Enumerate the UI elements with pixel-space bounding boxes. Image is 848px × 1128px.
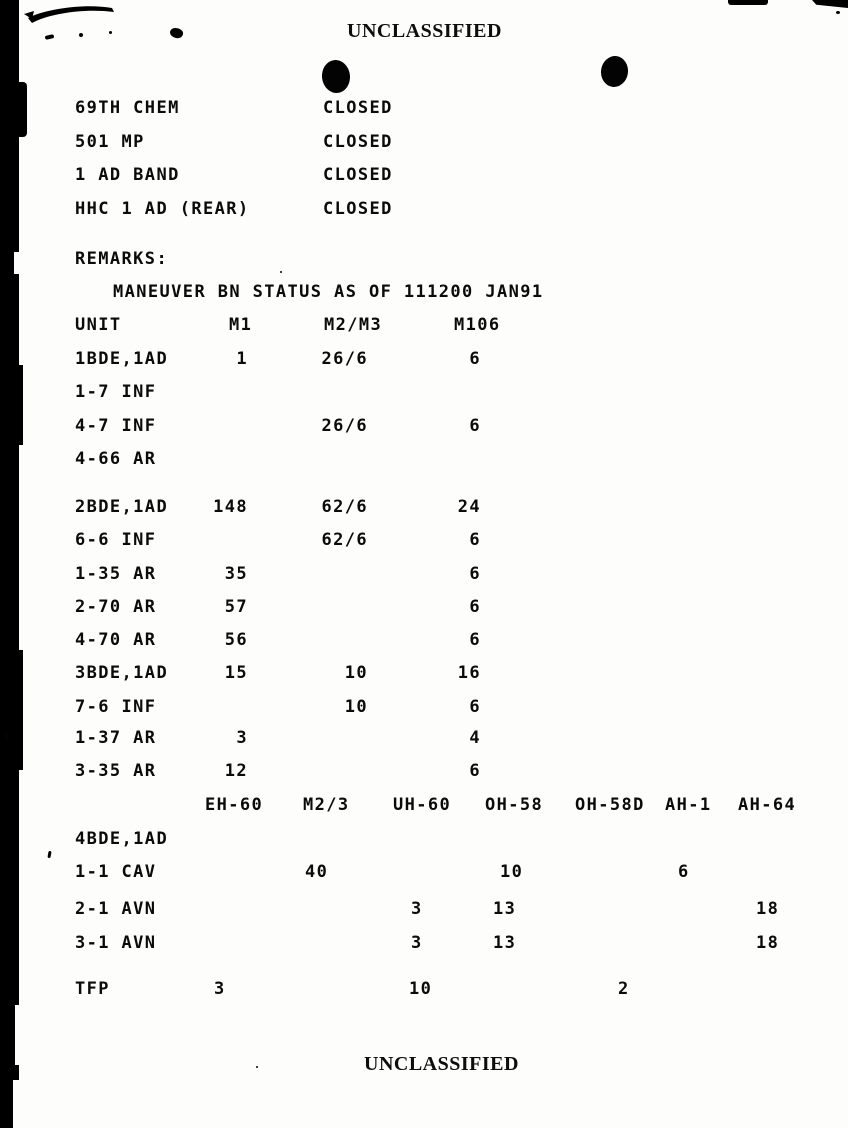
classification-banner-bottom: UNCLASSIFIED bbox=[364, 1053, 519, 1075]
table-row bbox=[0, 979, 848, 999]
scan-artifact-edge-mark bbox=[812, 0, 848, 8]
m1-value: 57 bbox=[224, 597, 248, 617]
unit-name: 7-6 INF bbox=[75, 697, 157, 717]
unit-name: TFP bbox=[75, 979, 110, 999]
unit-name: 2-70 AR bbox=[75, 597, 157, 617]
column-header: M2/3 bbox=[303, 795, 350, 815]
scan-artifact-speck bbox=[47, 851, 51, 858]
column-header: EH-60 bbox=[205, 795, 264, 815]
m1-value: 35 bbox=[224, 564, 248, 584]
m1-value: 3 bbox=[236, 728, 248, 748]
remarks-label-text: REMARKS: bbox=[75, 249, 169, 269]
table-row bbox=[0, 530, 848, 550]
remarks-title bbox=[0, 282, 848, 302]
aviation-table-header bbox=[0, 795, 848, 815]
table-row bbox=[0, 862, 848, 882]
m2m3-value: 10 bbox=[344, 697, 368, 717]
uh60-value: 3 bbox=[411, 933, 423, 953]
unit-status: CLOSED bbox=[323, 199, 393, 219]
table-row bbox=[0, 382, 848, 402]
oh58-value: 13 bbox=[493, 933, 517, 953]
unit-name: 1 AD BAND bbox=[75, 165, 180, 185]
unit-name: 1-7 INF bbox=[75, 382, 157, 402]
unit-name: 3-1 AVN bbox=[75, 933, 157, 953]
table-row bbox=[0, 349, 848, 369]
unit-name: 3-35 AR bbox=[75, 761, 157, 781]
unit-name: 69TH CHEM bbox=[75, 98, 180, 118]
ah64-value: 18 bbox=[756, 933, 780, 953]
remarks-title-text: MANEUVER BN STATUS AS OF 111200 JAN91 bbox=[113, 282, 544, 302]
table-row bbox=[0, 663, 848, 683]
m1-value: 15 bbox=[224, 663, 248, 683]
m106-value: 6 bbox=[469, 564, 481, 584]
unit-status: CLOSED bbox=[323, 132, 393, 152]
unit-name: 4BDE,1AD bbox=[75, 829, 169, 849]
unit-name: 2BDE,1AD bbox=[75, 497, 169, 517]
unit-name: 1-37 AR bbox=[75, 728, 157, 748]
m2m3-value: 62/6 bbox=[321, 530, 368, 550]
status-row bbox=[0, 132, 848, 152]
table-row bbox=[0, 449, 848, 469]
column-header: OH-58D bbox=[575, 795, 645, 815]
m106-value: 6 bbox=[469, 416, 481, 436]
column-header: AH-1 bbox=[665, 795, 712, 815]
scan-artifact-speck bbox=[45, 34, 55, 40]
column-header: UH-60 bbox=[393, 795, 452, 815]
status-row bbox=[0, 98, 848, 118]
table-row bbox=[0, 899, 848, 919]
m2m3-value: 26/6 bbox=[321, 349, 368, 369]
m106-value: 6 bbox=[469, 697, 481, 717]
unit-status: CLOSED bbox=[323, 165, 393, 185]
uh60-value: 10 bbox=[409, 979, 433, 999]
uh60-value: 3 bbox=[411, 899, 423, 919]
m106-value: 6 bbox=[469, 630, 481, 650]
scan-artifact-edge-mark bbox=[728, 0, 768, 5]
scan-artifact-speck bbox=[79, 33, 83, 37]
unit-name: 501 MP bbox=[75, 132, 145, 152]
oh58-value: 10 bbox=[500, 862, 524, 882]
table-row bbox=[0, 497, 848, 517]
column-header: M2/M3 bbox=[324, 315, 383, 335]
scan-artifact-speck bbox=[168, 26, 184, 41]
unit-name: 4-66 AR bbox=[75, 449, 157, 469]
unit-status: CLOSED bbox=[323, 98, 393, 118]
unit-name: 1-1 CAV bbox=[75, 862, 157, 882]
unit-name: 1BDE,1AD bbox=[75, 349, 169, 369]
unit-name: 6-6 INF bbox=[75, 530, 157, 550]
table-row bbox=[0, 933, 848, 953]
m2m3-value: 62/6 bbox=[321, 497, 368, 517]
unit-name: 4-7 INF bbox=[75, 416, 157, 436]
m106-value: 4 bbox=[469, 728, 481, 748]
ah1-value: 6 bbox=[678, 862, 690, 882]
classification-banner-top: UNCLASSIFIED bbox=[347, 20, 502, 42]
ground-table-header bbox=[0, 315, 848, 335]
table-row bbox=[0, 416, 848, 436]
m1-value: 148 bbox=[213, 497, 248, 517]
table-row bbox=[0, 728, 848, 748]
table-row bbox=[0, 697, 848, 717]
m106-value: 24 bbox=[457, 497, 481, 517]
scan-artifact-speck bbox=[256, 1066, 258, 1068]
column-header: UNIT bbox=[75, 315, 122, 335]
table-row bbox=[0, 829, 848, 849]
m2m3-value: 26/6 bbox=[321, 416, 368, 436]
m106-value: 6 bbox=[469, 761, 481, 781]
unit-name: HHC 1 AD (REAR) bbox=[75, 199, 250, 219]
unit-name: 3BDE,1AD bbox=[75, 663, 169, 683]
oh58d-value: 2 bbox=[618, 979, 630, 999]
scan-artifact-smudge bbox=[24, 2, 124, 28]
oh58-value: 13 bbox=[493, 899, 517, 919]
unit-name: 4-70 AR bbox=[75, 630, 157, 650]
ah64-value: 18 bbox=[756, 899, 780, 919]
table-row bbox=[0, 630, 848, 650]
column-header: M106 bbox=[454, 315, 501, 335]
eh60-value: 3 bbox=[214, 979, 226, 999]
scan-artifact-speck bbox=[836, 11, 840, 14]
scan-artifact-speck bbox=[109, 31, 112, 34]
table-row bbox=[0, 597, 848, 617]
m106-value: 6 bbox=[469, 530, 481, 550]
table-row bbox=[0, 761, 848, 781]
unit-name: 2-1 AVN bbox=[75, 899, 157, 919]
remarks-label bbox=[0, 249, 848, 269]
column-header: AH-64 bbox=[738, 795, 797, 815]
hole-punch-dot bbox=[599, 54, 630, 88]
m106-value: 6 bbox=[469, 349, 481, 369]
scan-artifact-speck bbox=[280, 271, 282, 273]
m1-value: 1 bbox=[236, 349, 248, 369]
m106-value: 16 bbox=[457, 663, 481, 683]
column-header: OH-58 bbox=[485, 795, 544, 815]
column-header: M1 bbox=[229, 315, 253, 335]
unit-name: 1-35 AR bbox=[75, 564, 157, 584]
table-row bbox=[0, 564, 848, 584]
m1-value: 12 bbox=[224, 761, 248, 781]
status-row bbox=[0, 199, 848, 219]
hole-punch-dot bbox=[320, 59, 351, 95]
status-row bbox=[0, 165, 848, 185]
m1-value: 56 bbox=[224, 630, 248, 650]
m2m3-value: 10 bbox=[344, 663, 368, 683]
m106-value: 6 bbox=[469, 597, 481, 617]
m23-value: 40 bbox=[305, 862, 329, 882]
